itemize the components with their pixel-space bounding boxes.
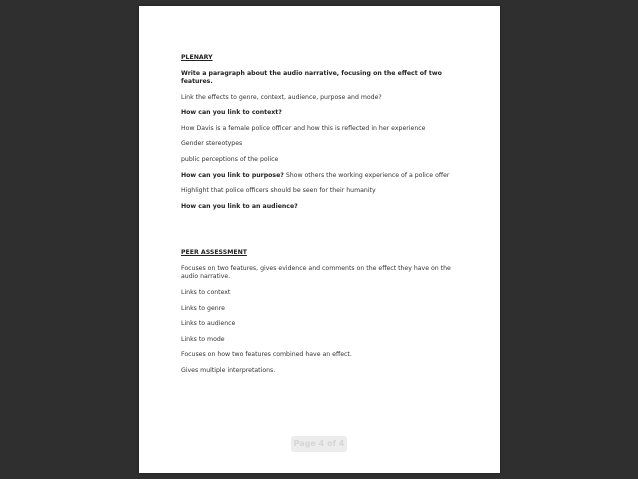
purpose-question: How can you link to purpose? bbox=[181, 171, 284, 179]
plenary-heading: PLENARY bbox=[181, 54, 213, 61]
peer-assessment-heading: PEER ASSESSMENT bbox=[181, 249, 247, 257]
criteria-item: Links to audience bbox=[181, 320, 236, 328]
link-effects-prompt: Link the effects to genre, context, audience, purpose and mode? bbox=[181, 93, 382, 101]
page-content bbox=[181, 54, 466, 383]
criteria-item: Links to context bbox=[181, 288, 231, 296]
criteria-item: Gives multiple interpretations. bbox=[181, 366, 276, 374]
criteria-item: Links to genre bbox=[181, 304, 225, 312]
criteria-item: Focuses on how two features combined have an effect. bbox=[181, 351, 352, 359]
purpose-line bbox=[181, 172, 466, 180]
plenary-task: Write a paragraph about the audio narrative, focusing on the effect of two features. bbox=[181, 69, 442, 85]
audience-question: How can you link to an audience? bbox=[181, 202, 298, 210]
context-point: public perceptions of the police bbox=[181, 155, 279, 163]
purpose-answer: Show others the working experience of a police offer bbox=[283, 171, 450, 179]
document-page bbox=[139, 6, 500, 473]
purpose-point: Highlight that police officers should be seen for their humanity bbox=[181, 187, 376, 195]
criteria-item: Focuses on two features, gives evidence and comments on the effect they have on the audio narrative. bbox=[181, 264, 451, 281]
criteria-item: Links to mode bbox=[181, 335, 225, 343]
context-point: How Davis is a female police officer and how this is reflected in her experience bbox=[181, 124, 426, 132]
page-indicator: Page 4 of 4 bbox=[291, 436, 347, 452]
context-point: Gender stereotypes bbox=[181, 140, 243, 148]
section-spacer bbox=[181, 218, 466, 249]
context-question: How can you link to context? bbox=[181, 109, 282, 117]
